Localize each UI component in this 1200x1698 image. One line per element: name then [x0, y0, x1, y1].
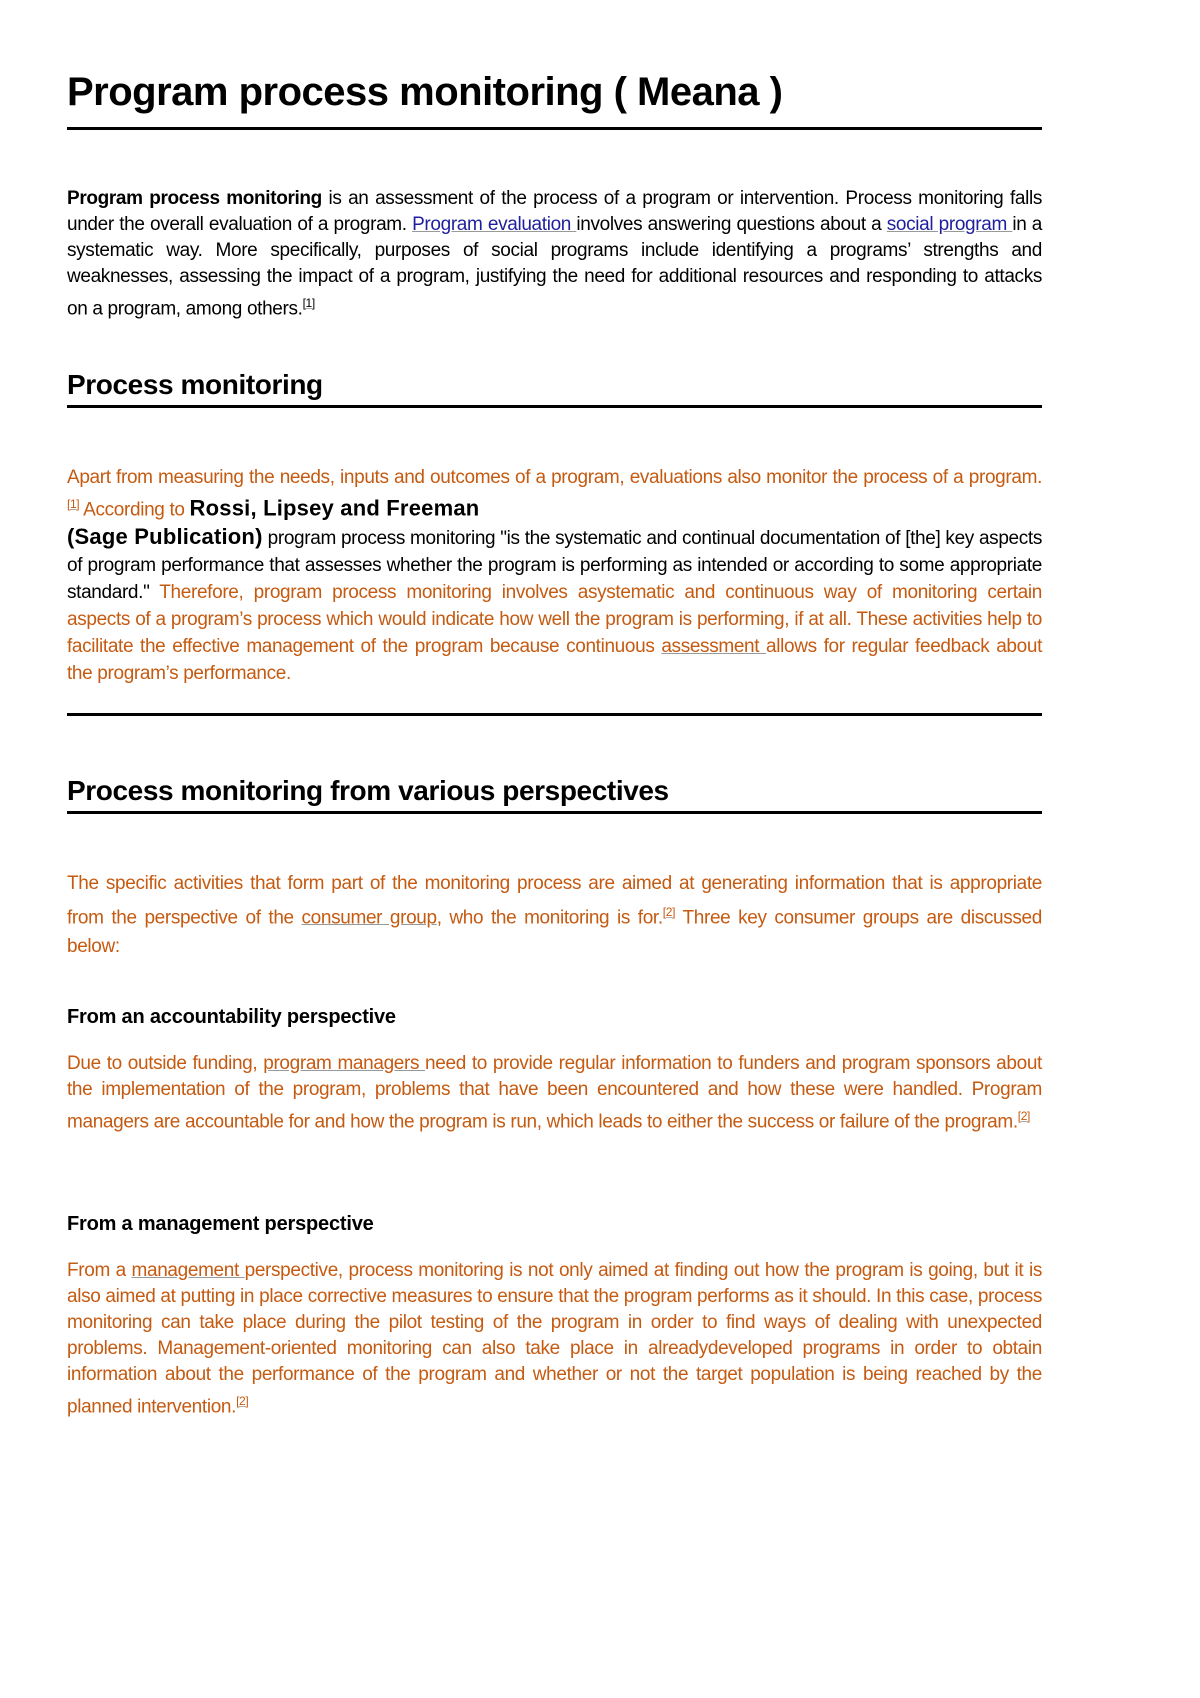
perspectives-paragraph	[67, 869, 1042, 961]
subheading-accountability: From an accountability perspective	[67, 1006, 396, 1028]
link-management[interactable]: management	[131, 1260, 245, 1281]
citation-link[interactable]: [1]	[302, 296, 315, 310]
accountability-paragraph	[67, 1051, 1042, 1135]
link-consumer-group[interactable]: consumer group	[301, 907, 437, 929]
citation-link[interactable]: [2]	[236, 1394, 249, 1408]
intro-paragraph	[67, 186, 1042, 322]
text: is an assessment of the process of a program or intervention. Process monitoring falls under the overall evaluation of a program.	[67, 188, 1042, 235]
citation-link[interactable]: [2]	[1017, 1109, 1031, 1123]
link-program-managers[interactable]: program managers	[263, 1053, 426, 1074]
text: allows for regular feedback about the program’s performance.	[67, 636, 1043, 685]
text: According to	[79, 499, 190, 521]
text: in a systematic way. More specifically, purposes of social programs include identifying a programs’ strengths and weaknesses, assessing the impact of a program, justifying the need for additional resources and responding to attacks on a program, among others.	[67, 214, 1043, 320]
subheading-management: From a management perspective	[67, 1213, 374, 1235]
text: Three key consumer groups are discussed below:	[67, 907, 1042, 958]
page-title: Program process monitoring ( Meana )	[67, 70, 783, 114]
divider	[67, 713, 1042, 716]
text: Therefore, program process monitoring involves asystematic and continuous way of monitoring certain aspects of a program’s process which would indicate how well the program is performing, if at all. These activities help to facilitate the effective management of the program because continuous	[67, 582, 1042, 658]
divider	[67, 405, 1042, 408]
quote: program process monitoring "is the systematic and continual documentation of [the] key aspects of program performance that assesses whether the program is performing as intended or according to some appropriate standard."	[67, 528, 1042, 604]
text: Due to outside funding,	[67, 1053, 264, 1074]
section-heading-process-monitoring: Process monitoring	[67, 369, 323, 400]
link-assessment[interactable]: assessment	[661, 636, 767, 658]
divider	[67, 127, 1042, 130]
authors: Rossi, Lipsey and Freeman	[189, 495, 480, 521]
citation-link[interactable]: [1]	[67, 497, 80, 511]
process-monitoring-paragraph	[67, 464, 1042, 687]
text: Apart from measuring the needs, inputs and outcomes of a program, evaluations also monitor the process of a program.	[67, 467, 1042, 488]
text: need to provide regular information to funders and program sponsors about the implementation of the program, problems that have been encountered and how these were handled. Program managers are accountable for and how the program is run, which leads to either the success or failure of the program.	[67, 1053, 1042, 1133]
section-heading-perspectives: Process monitoring from various perspectives	[67, 775, 669, 806]
link-program-evaluation[interactable]: Program evaluation	[412, 214, 577, 235]
management-paragraph	[67, 1258, 1042, 1420]
bold-term: Program process monitoring	[67, 188, 322, 209]
text: From a	[67, 1260, 132, 1281]
text: involves answering questions about a	[576, 214, 887, 235]
citation-link[interactable]: [2]	[662, 905, 676, 919]
text: , who the monitoring is for.	[436, 907, 663, 929]
link-social-program[interactable]: social program	[886, 214, 1013, 235]
publisher: (Sage Publication)	[67, 524, 263, 550]
divider	[67, 811, 1042, 814]
text: The specific activities that form part of the monitoring process are aimed at generating information that is appropriate from the perspective of the	[67, 873, 1042, 929]
text: perspective, process monitoring is not only aimed at finding out how the program is going, but it is also aimed at putting in place corrective measures to ensure that the program performs as it should. In this case, process monitoring can take place during the pilot testing of the program in order to find ways of dealing with unexpected problems. Management-oriented monitoring can also take place in alreadydeveloped programs in order to obtain information about the performance of the program and whether or not the target population is being reached by the planned intervention.	[67, 1260, 1042, 1418]
